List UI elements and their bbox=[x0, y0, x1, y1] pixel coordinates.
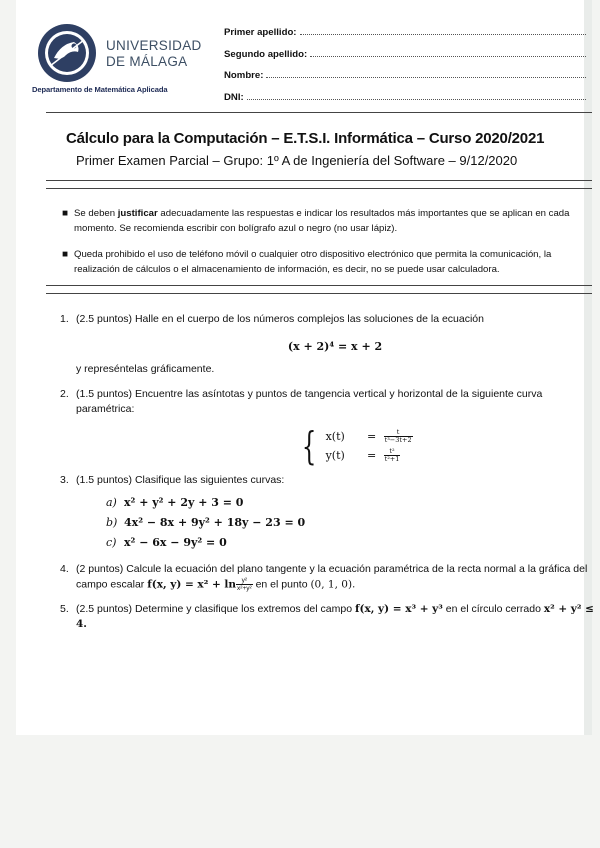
problem-text: (1.5 puntos) Clasifique las siguientes curvas: bbox=[76, 474, 285, 486]
point: (0, 1, 0). bbox=[310, 578, 356, 591]
bullet-icon: ■ bbox=[62, 208, 69, 219]
field-dots bbox=[266, 69, 586, 78]
instruction-text: Se deben bbox=[74, 208, 118, 219]
field-dots bbox=[310, 48, 586, 57]
field-label: Nombre: bbox=[224, 70, 264, 81]
field-label: Segundo apellido: bbox=[224, 48, 308, 60]
parametric-system bbox=[116, 424, 594, 468]
system-equals: = bbox=[366, 430, 377, 443]
curve-equation: 4x² − 8x + 9y² + 18y − 23 = 0 bbox=[124, 515, 306, 529]
university-seal-icon bbox=[36, 22, 98, 84]
divider bbox=[46, 293, 592, 294]
scalar-field: f(x, y) = x² + ln bbox=[147, 578, 237, 591]
bullet-icon: ■ bbox=[62, 249, 69, 260]
divider bbox=[46, 188, 592, 189]
fraction-numerator: t bbox=[396, 428, 400, 436]
problem-equation: (x + 2)⁴ = x + 2 bbox=[287, 340, 383, 353]
problem-number: 3. bbox=[60, 474, 69, 486]
curve-equation: x² − 6x − 9y² = 0 bbox=[124, 535, 227, 549]
student-fields bbox=[224, 26, 586, 112]
fraction-numerator: y² bbox=[241, 577, 248, 584]
problem-text-part: en el círculo cerrado bbox=[442, 603, 544, 616]
problem-1 bbox=[60, 312, 594, 377]
problem-2 bbox=[60, 387, 594, 468]
problem-number: 2. bbox=[60, 388, 69, 400]
field-dots bbox=[300, 26, 586, 35]
fraction-denominator: t²+1 bbox=[384, 455, 400, 463]
exam-subtitle: Primer Examen Parcial – Grupo: 1º A de Ingeniería del Software – 9/12/2020 bbox=[76, 153, 518, 168]
problem-text: y represéntelas gráficamente. bbox=[76, 363, 215, 375]
field-dni[interactable] bbox=[224, 91, 586, 113]
exam-title: Cálculo para la Computación – E.T.S.I. Informática – Curso 2020/2021 bbox=[66, 130, 545, 147]
problem-text: (1.5 puntos) Encuentre las asíntotas y puntos de tangencia vertical y horizontal de la siguiente curva paramétrica: bbox=[76, 388, 543, 415]
university-name-line2: DE MÁLAGA bbox=[106, 54, 188, 69]
scalar-field: f(x, y) = x³ + y³ bbox=[354, 603, 443, 616]
problem-4 bbox=[60, 562, 594, 592]
problem-number: 1. bbox=[60, 313, 69, 325]
curve-item bbox=[106, 492, 594, 512]
field-dots bbox=[247, 91, 586, 100]
instruction-item bbox=[60, 248, 594, 277]
field-label: Primer apellido: bbox=[224, 27, 297, 38]
field-primer-apellido[interactable] bbox=[224, 26, 586, 48]
fraction bbox=[236, 577, 253, 592]
region: x² + y² ≤ 4. bbox=[76, 603, 594, 631]
instruction-emphasis: justificar bbox=[117, 208, 158, 219]
instructions bbox=[60, 207, 594, 289]
problem-5 bbox=[60, 602, 594, 632]
fraction-denominator: t³−3t+2 bbox=[384, 436, 412, 444]
problem-text-part: (2 puntos) Calcule la ecuación del plano tangente y la ecuación paramétrica de la recta normal a la gráfica del campo escalar bbox=[76, 563, 588, 591]
exam-page bbox=[16, 0, 592, 735]
system-lhs: y(t) bbox=[325, 449, 345, 462]
fraction-denominator: x²+y² bbox=[237, 585, 252, 592]
curve-label: b) bbox=[106, 515, 118, 529]
university-name bbox=[106, 38, 202, 70]
system-lhs: x(t) bbox=[325, 430, 345, 443]
curve-item bbox=[106, 512, 594, 532]
curve-label: a) bbox=[106, 495, 117, 509]
fraction bbox=[384, 429, 413, 444]
field-segundo-apellido[interactable] bbox=[224, 48, 586, 70]
field-nombre[interactable] bbox=[224, 69, 586, 91]
curve-item bbox=[106, 532, 594, 552]
field-label: DNI: bbox=[224, 91, 244, 103]
problem-3 bbox=[60, 473, 594, 552]
curve-label: c) bbox=[106, 535, 117, 549]
department-name: Departamento de Matemática Aplicada bbox=[32, 85, 168, 94]
problem-number: 4. bbox=[60, 563, 69, 575]
problem-list bbox=[60, 312, 594, 632]
divider bbox=[46, 112, 592, 113]
instruction-text: Queda prohibido el uso de teléfono móvil o cualquier otro dispositivo electrónico que permita la comunicación, la realización de cálculos o el almacenamiento de información, es decir, no se puede usar calculadora. bbox=[74, 249, 552, 275]
curve-list bbox=[76, 492, 594, 552]
system-row-y bbox=[326, 446, 413, 465]
instruction-text: adecuadamente las respuestas e indicar los resultados más importantes que se aplican en cada momento. Se recomienda escribir con bolígrafo azul o negro (no usar lápiz). bbox=[74, 208, 570, 234]
problem-text bbox=[76, 602, 594, 632]
problem-number: 5. bbox=[60, 603, 69, 616]
curve-equation: x² + y² + 2y + 3 = 0 bbox=[124, 495, 244, 509]
university-name-line1: UNIVERSIDAD bbox=[106, 38, 202, 53]
system-equals: = bbox=[366, 449, 377, 462]
problem-text-part: en el punto bbox=[252, 578, 311, 591]
problem-text-part: (2.5 puntos) Determine y clasifique los extremos del campo bbox=[76, 603, 355, 616]
instruction-item bbox=[60, 207, 594, 236]
system-row-x bbox=[326, 427, 413, 446]
brace-icon: { bbox=[302, 424, 317, 468]
problem-text: (2.5 puntos) Halle en el cuerpo de los números complejos las soluciones de la ecuación bbox=[76, 313, 484, 325]
divider bbox=[46, 180, 592, 181]
divider bbox=[46, 285, 592, 286]
fraction-numerator: t² bbox=[389, 447, 395, 455]
fraction bbox=[384, 448, 401, 463]
problem-text bbox=[76, 562, 594, 592]
